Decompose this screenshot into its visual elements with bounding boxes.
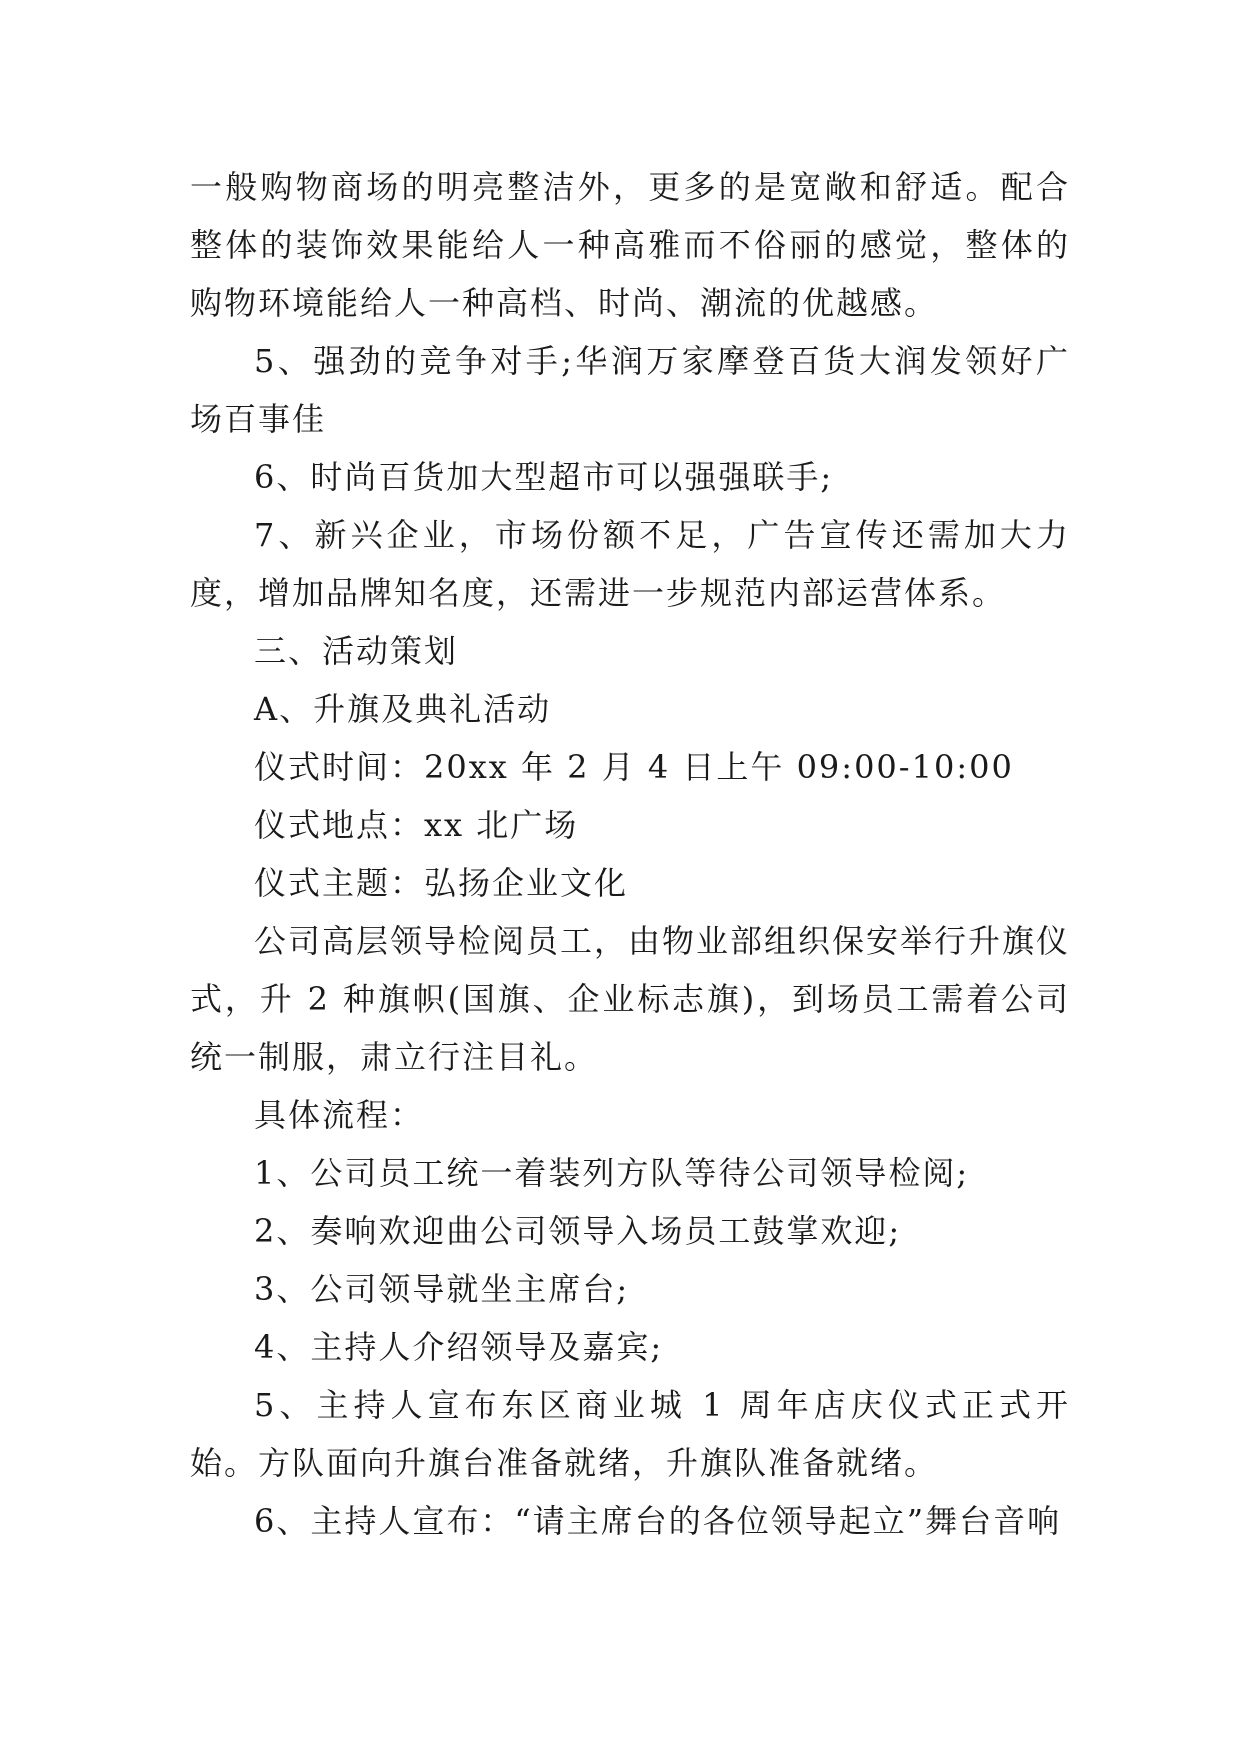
procedure-step-6: 6、主持人宣布：“请主席台的各位领导起立”舞台音响 [254,1502,1062,1540]
procedure-step-1: 1、公司员工统一着装列方队等待公司领导检阅; [254,1154,970,1192]
paragraph-shopping-environment: 一般购物商场的明亮整洁外，更多的是宽敞和舒适。配合整体的装饰效果能给人一种高雅而不俗丽的感觉，整体的购物环境能给人一种高档、时尚、潮流的优越感。 [190,168,1070,322]
procedure-heading: 具体流程： [254,1096,425,1134]
procedure-step-4: 4、主持人介绍领导及嘉宾; [254,1328,664,1366]
procedure-step-5: 5、主持人宣布东区商业城 1 周年店庆仪式正式开始。方队面向升旗台准备就绪，升旗队准备就绪。 [190,1386,1070,1482]
ceremony-theme: 仪式主题：弘扬企业文化 [254,864,629,902]
subheading-flag-ceremony: A、升旗及典礼活动 [254,690,552,728]
paragraph-item-5-competitors: 5、强劲的竞争对手;华润万家摩登百货大润发领好广场百事佳 [190,342,1070,438]
paragraph-ceremony-description: 公司高层领导检阅员工，由物业部组织保安举行升旗仪式，升 2 种旗帜(国旗、企业标志旗)，到场员工需着公司统一制服，肃立行注目礼。 [190,922,1071,1076]
paragraph-item-6-alliance: 6、时尚百货加大型超市可以强强联手; [254,458,834,496]
paragraph-item-7-new-enterprise: 7、新兴企业，市场份额不足，广告宣传还需加大力度，增加品牌知名度，还需进一步规范内部运营体系。 [190,516,1070,612]
ceremony-location: 仪式地点：xx 北广场 [254,806,579,844]
procedure-step-3: 3、公司领导就坐主席台; [254,1270,630,1308]
section-heading-activity-plan: 三、活动策划 [254,632,459,670]
document-body [190,158,1070,1550]
procedure-step-2: 2、奏响欢迎曲公司领导入场员工鼓掌欢迎; [254,1212,902,1250]
ceremony-time: 仪式时间：20xx 年 2 月 4 日上午 09:00-10:00 [254,748,1014,786]
